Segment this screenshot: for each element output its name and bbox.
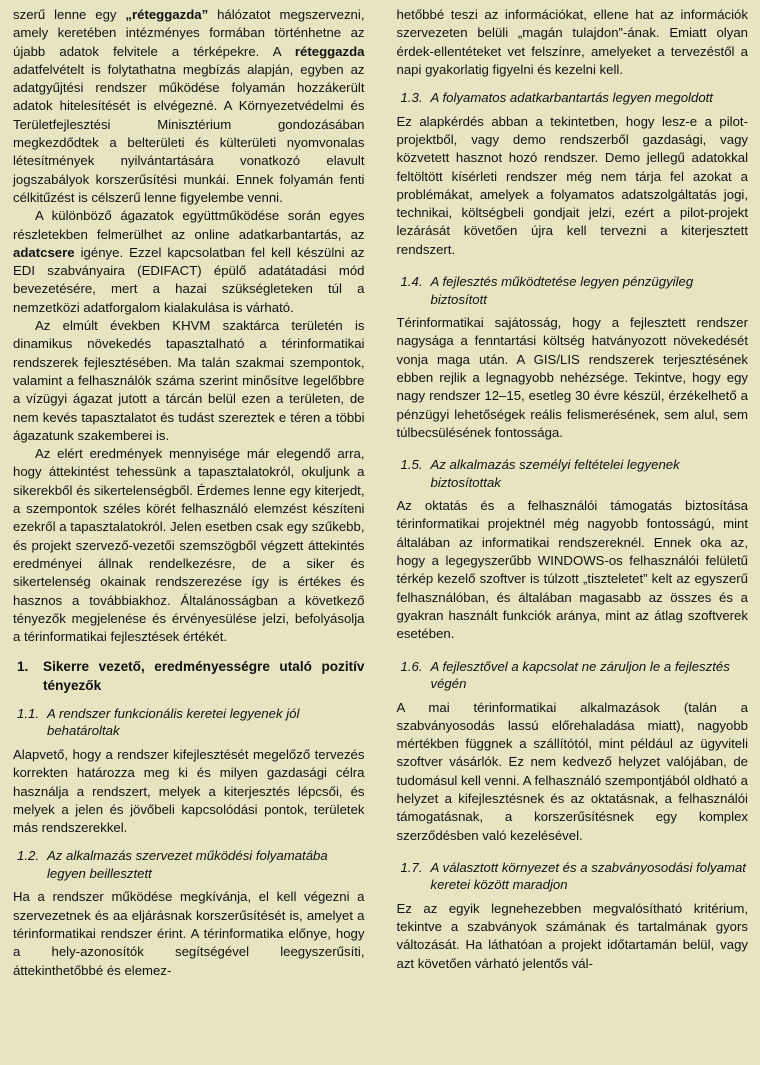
subsection-number: 1.5. (400, 457, 423, 473)
paragraph: szerű lenne egy „réteggazda” hálózatot megszervezni, amely keretében intézményes formában történhetne az újabb adatok felvitele a térképekre. A réteggazda adatfelvételt is folytathatna megbízás alapján, egyben az adatgyűjtési rendszer működése folyamán hozzákerült adatok hitelesítését is elvégezné. A Környezetvédelmi és Területfejlesztési Minisztérium gondozásában megkezdődtek a belterületi és külterületi nyomvonalas létesítmények nyilvántartására vonatkozó elavult jogszabályok korszerűsítési munkái. Ennek folyamán fenti célkitűzést is célszerű lenne figyelembe venni. (13, 7, 365, 205)
subsection-heading (397, 273, 749, 308)
paragraph: Alapvető, hogy a rendszer kifejlesztését megelőző tervezés korrekten határozza meg ki és milyen gazdasági célra használja a rendszert, melyek a kiterjesztés lépcsői, és melyek a jelen és jövőbeli kapcsolódási pontok, területek más rendszerekkel. (13, 746, 365, 836)
left-column (13, 6, 365, 1065)
section-title: Sikerre vezető, eredményességre utaló pozitív tényezők (43, 659, 365, 693)
subsection-number: 1.7. (400, 859, 423, 875)
subsection-heading (397, 89, 749, 107)
subsection-number: 1.6. (400, 658, 423, 674)
subsection-title: A rendszer funkcionális keretei legyenek jól behatároltak (47, 705, 300, 739)
subsection-heading (397, 456, 749, 491)
section-number: 1. (17, 659, 29, 675)
subsection-title: Az alkalmazás személyi feltételei legyenek biztosítottak (430, 457, 680, 490)
subsection-number: 1.3. (400, 90, 423, 106)
paragraph: A mai térinformatikai alkalmazások (talán a szabványosodás lassú előrehaladása miatt), nagyobb mértékben függnek a szállítótól, mint például az ügyviteli szoftver vásárlók. Ez nem kedvező helyzet valójában, de tudomásul kell venni. A felhasználó szempontjából oldható a helyzet a kifejlesztésnek és az oktatásnak, a felhasználói támogatásnak, a korszerűsítésnek egy komplex szerződésben való kezelésével. (396, 699, 748, 843)
subsection-title: A fejlesztés működtetése legyen pénzügyileg biztosított (430, 274, 694, 307)
paragraph: hetőbbé teszi az információkat, ellene hat az információk szervezeten belüli „magán tulajdon”-ának. Emiatt olyan érdek-ellentéteket vet felszínre, amelyeket a tervezéstől a napi gyakorlatig figyelni és kezelni kell. (396, 7, 748, 77)
paragraph: Az elmúlt években KHVM szaktárca területén is dinamikus növekedés tapasztalható a térinformatikai rendszerek fejlesztésében. Ma talán szakmai szempontok, valamint a felhasználók száma szerint minősítve legelőbbre a vízügyi ágazat jutott a tárcán belül ezen a területen, de nem kevés tapasztalatot és tudást szereztek e téren a többi ágazatunk szakemberei is. (13, 318, 365, 443)
paragraph: Az oktatás és a felhasználói támogatás biztosítása térinformatikai projektnél még nagyobb fontosságú, mint általában az informatikai rendszereknél. Ennek oka az, hogy a legegyszerűbb WINDOWS-os felhasználói felületű térkép kezelő szoftver is túlzott „tiszteletet” kelt az egyszerű felhasználóban, és általában magasabb az összes és a gyakran használt funkciók aránya, mint az átlag szoftverek esetében. (396, 498, 748, 642)
paragraph: Ez alapkérdés abban a tekintetben, hogy lesz-e a pilot-projektből, vagy demo rendszerből gazdasági, vagy közvetett hasznot hozó rendszer. Demo jellegű adatokkal feltöltött kísérleti rendszer még nem tárja fel azokat a problémákat, amelyek a folyamatos adatszolgáltatás jogi, technikai, költségbeli gondjait jelzi, ezért a pilot-projekt lezárását követően újra kell tervezni a kiterjesztett rendszert. (396, 113, 748, 257)
subsection-heading (13, 705, 365, 740)
paragraph: Térinformatikai sajátosság, hogy a fejlesztett rendszer nagysága a fenntartási költség hatványozott növekedését vonja maga után. A GIS/LIS rendszerek terjesztésének ebben rejlik a legnagyobb nehézsége. Tekintve, hogy egy nagy rendszer 12–15, esetleg 30 évre készül, érzékelhető a pénzügyi lehetőségek reális felismerésének, sem alul, sem túlbecsülésének fontossága. (396, 315, 748, 440)
subsection-title: A választott környezet és a szabványosodási folyamat keretei között maradjon (430, 859, 746, 893)
bold-term: adatcsere (13, 244, 75, 260)
subsection-heading (397, 859, 749, 894)
paragraph: Ha a rendszer működése megkívánja, el kell végezni a szervezetnek és aa eljárásnak korszerűsítését is, amelyet a térinformatikai rendszer érint. A térinformatika előnye, hogy a hely-azonosítók segítségével leegyszerűsíti, áttekinthetőbbé és elemez- (13, 889, 365, 978)
subsection-title: Az alkalmazás szervezet működési folyamatába legyen beillesztett (47, 848, 328, 881)
right-column (397, 6, 749, 1065)
subsection-title: A folyamatos adatkarbantartás legyen megoldott (430, 90, 713, 106)
subsection-number: 1.4. (400, 274, 423, 290)
subsection-number: 1.1. (17, 705, 39, 721)
section-heading (13, 658, 365, 695)
bold-term: „réteggazda” (125, 7, 209, 22)
bold-term: réteggazda (294, 43, 365, 59)
paragraph: Az elért eredmények mennyisége már elegendő arra, hogy áttekintést tehessünk a tapasztalatokról, okuljunk a sikerekből és sikertelenségből. Érdemes lenne egy kiterjedt, a szempontok széles körét felhasználó elemzést készíteni ezekről a tapasztalatokról. Jelen esetben csak egy szűkebb, és projekt szervező-vezetői szemszögből végzett áttekintés eredményei állnak rendelkezésre, de a siker és sikertelenség okainak rendszerezése így is értékes és hasznos a továbbiakhoz. Általánosságban a következő tényezők megjelenése és érvényesülése jelzi, befolyásolja a térinformatikai fejlesztések értékét. (13, 446, 365, 645)
paragraph: A különböző ágazatok együttműködése során egyes részletekben felmerülhet az online adatkarbantartás, az adatcsere igénye. Ezzel kapcsolatban fel kell készülni az EDI szabványaira (EDIFACT) épülő adatátadási mód bevezetésére, mert a hazai szükségleteken túl a nemzetközi adatforgalom kialakulása is várható. (13, 208, 365, 315)
subsection-title: A fejlesztővel a kapcsolat ne záruljon le a fejlesztés végén (430, 658, 730, 692)
subsection-heading (13, 847, 365, 882)
subsection-heading (397, 658, 749, 693)
subsection-number: 1.2. (17, 848, 39, 864)
paragraph: Ez az egyik legnehezebben megvalósítható kritérium, tekintve a szabványok számának és tartalmának gyors változását. Ha láthatóan a projekt időtartamán belül, vagy azt követően várható jelentős vál- (396, 900, 748, 971)
